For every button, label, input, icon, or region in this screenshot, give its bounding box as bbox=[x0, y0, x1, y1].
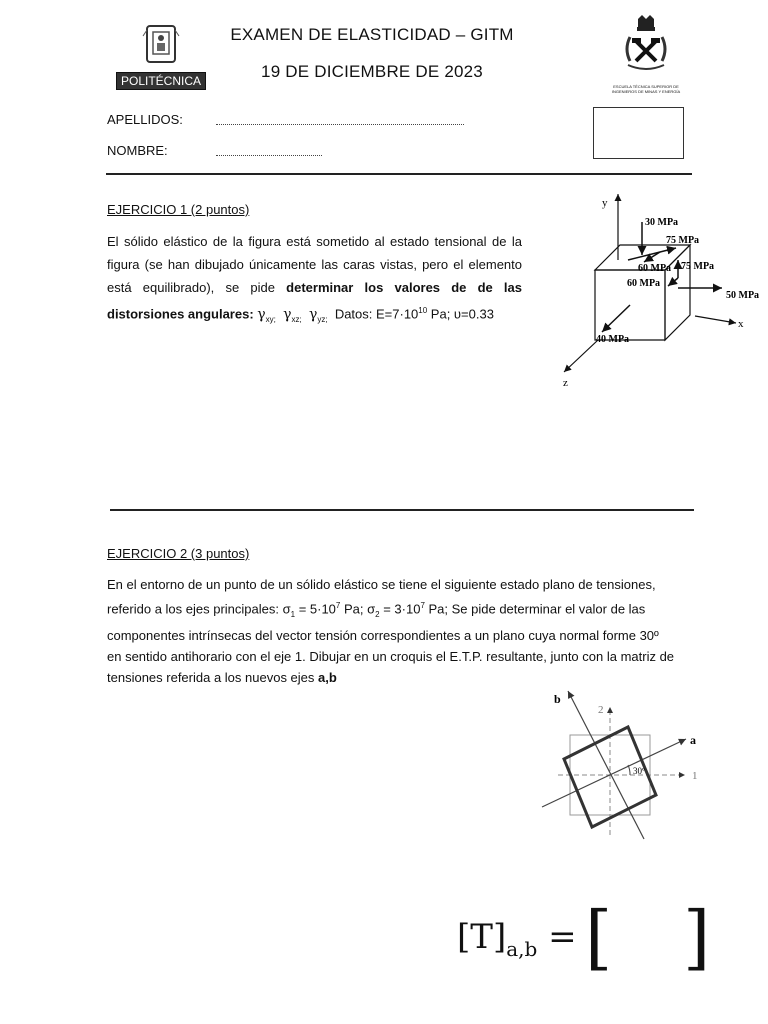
x-axis-label: x bbox=[738, 318, 744, 330]
matrix-bracket-close: ] bbox=[683, 896, 711, 978]
sigma2-exp: 7 bbox=[420, 601, 425, 610]
ex1-title: EJERCICIO 1 (2 puntos) bbox=[107, 202, 250, 217]
school-logo-text: ESCUELA TÉCNICA SUPERIOR DE INGENIEROS DE MINAS Y ENERGÍA bbox=[611, 84, 681, 94]
apellidos-field[interactable] bbox=[216, 114, 464, 125]
header-divider bbox=[106, 173, 692, 175]
rotated-element-figure bbox=[530, 685, 710, 845]
axis-1-label: 1 bbox=[692, 770, 698, 782]
matrix-bracket-open: [ bbox=[585, 896, 613, 978]
gamma-yz-sub: yz; bbox=[317, 314, 328, 324]
stress-75-top-arrow bbox=[628, 248, 676, 260]
upm-logo-text: POLITÉCNICA bbox=[120, 74, 201, 88]
stress-30-label: 30 MPa bbox=[645, 217, 679, 228]
ex1-datos: Datos: E=7·10 bbox=[334, 306, 419, 322]
ex2-line-1: En el entorno de un punto de un sólido elástico se tiene el siguiente estado plano de tensiones, bbox=[107, 577, 656, 592]
ex1-text-bold: determinar los valores de de las distorsiones angulares: bbox=[107, 280, 522, 322]
axis-b-label: b bbox=[554, 692, 561, 706]
matrix-subscript: a,b bbox=[506, 936, 538, 961]
x-axis bbox=[695, 316, 736, 323]
ex2-line-2d: = 3·10 bbox=[379, 601, 421, 617]
gamma-yz: γ bbox=[308, 306, 318, 323]
axis-a-label: a bbox=[690, 733, 696, 747]
school-logo bbox=[610, 15, 682, 93]
sigma2-sub: 2 bbox=[375, 609, 380, 619]
ex1-datos-rest: Pa; υ=0.33 bbox=[427, 306, 494, 322]
gamma-xz: γ bbox=[283, 306, 292, 323]
axis-2-label: 2 bbox=[598, 704, 604, 716]
stress-60-top-label: 60 MPa bbox=[638, 263, 672, 274]
z-axis-label: z bbox=[563, 377, 568, 389]
ex1-statement bbox=[107, 230, 522, 331]
stress-75-top-label: 75 MPa bbox=[666, 235, 700, 246]
axis-a bbox=[542, 739, 686, 807]
stress-40-arrow bbox=[602, 305, 630, 332]
sigma1-exp: 7 bbox=[335, 601, 341, 610]
gamma-xy-sub: xy; bbox=[265, 314, 276, 324]
angle-arc bbox=[628, 765, 630, 775]
stress-50-label: 50 MPa bbox=[726, 290, 760, 301]
cube-side-face bbox=[665, 245, 690, 340]
gamma-xz-sub: xz; bbox=[291, 314, 302, 324]
stress-60-side-arrow bbox=[668, 278, 678, 286]
z-axis bbox=[564, 340, 598, 372]
exam-title: EXAMEN DE ELASTICIDAD – GITM bbox=[230, 25, 514, 44]
ex1-datos-exp: 10 bbox=[418, 306, 428, 315]
ex2-line-4: en sentido antihorario con el eje 1. Dibujar en un croquis el E.T.P. resultante, junto con la matriz de bbox=[107, 648, 675, 664]
matrix-answer-area[interactable] bbox=[610, 905, 680, 965]
angle-label: 30º bbox=[633, 766, 645, 776]
ex2-statement bbox=[107, 574, 703, 688]
stress-60-side-label: 60 MPa bbox=[627, 278, 661, 289]
exam-date: 19 DE DICIEMBRE DE 2023 bbox=[261, 62, 483, 81]
axis-b bbox=[568, 691, 644, 839]
stress-cube-figure bbox=[540, 190, 768, 390]
ex2-line-2a: referido a los ejes principales: σ bbox=[107, 601, 291, 617]
ex2-title: EJERCICIO 2 (3 puntos) bbox=[107, 546, 250, 561]
nombre-field[interactable] bbox=[216, 145, 322, 156]
grade-box[interactable] bbox=[593, 107, 684, 159]
ex2-line-2 bbox=[107, 595, 703, 625]
ex2-line-2e: Pa; Se pide determinar el valor de las bbox=[424, 601, 646, 617]
matrix-equals: = bbox=[548, 917, 577, 957]
stress-75-side-label: 75 MPa bbox=[681, 261, 715, 272]
nombre-label: NOMBRE: bbox=[107, 143, 168, 158]
apellidos-label: APELLIDOS: bbox=[107, 112, 183, 127]
ex1-text: El sólido elástico de la figura está sometido al estado tensional de la figura (se han dibujado únicamente las caras vistas, pero el elemento está equilibrado), se pide bbox=[107, 234, 522, 295]
matrix-symbol: [T] bbox=[457, 917, 507, 957]
gamma-xy: γ bbox=[257, 306, 266, 323]
ex2-line-5b: a,b bbox=[318, 669, 337, 685]
stress-40-label: 40 MPa bbox=[596, 334, 630, 345]
stress-matrix-label bbox=[457, 917, 577, 961]
ex2-line-2c: Pa; σ bbox=[340, 601, 376, 617]
mining-crest-icon bbox=[610, 15, 682, 77]
ex2-line-5a: tensiones referida a los nuevos ejes bbox=[107, 669, 319, 685]
section-divider bbox=[110, 509, 694, 511]
sigma1-sub: 1 bbox=[290, 609, 296, 619]
ex2-line-3: componentes intrínsecas del vector tensión correspondientes a un plano cuya normal forme 30º bbox=[107, 627, 659, 643]
y-axis-label: y bbox=[602, 197, 608, 209]
ex2-line-2b: = 5·10 bbox=[295, 601, 336, 617]
